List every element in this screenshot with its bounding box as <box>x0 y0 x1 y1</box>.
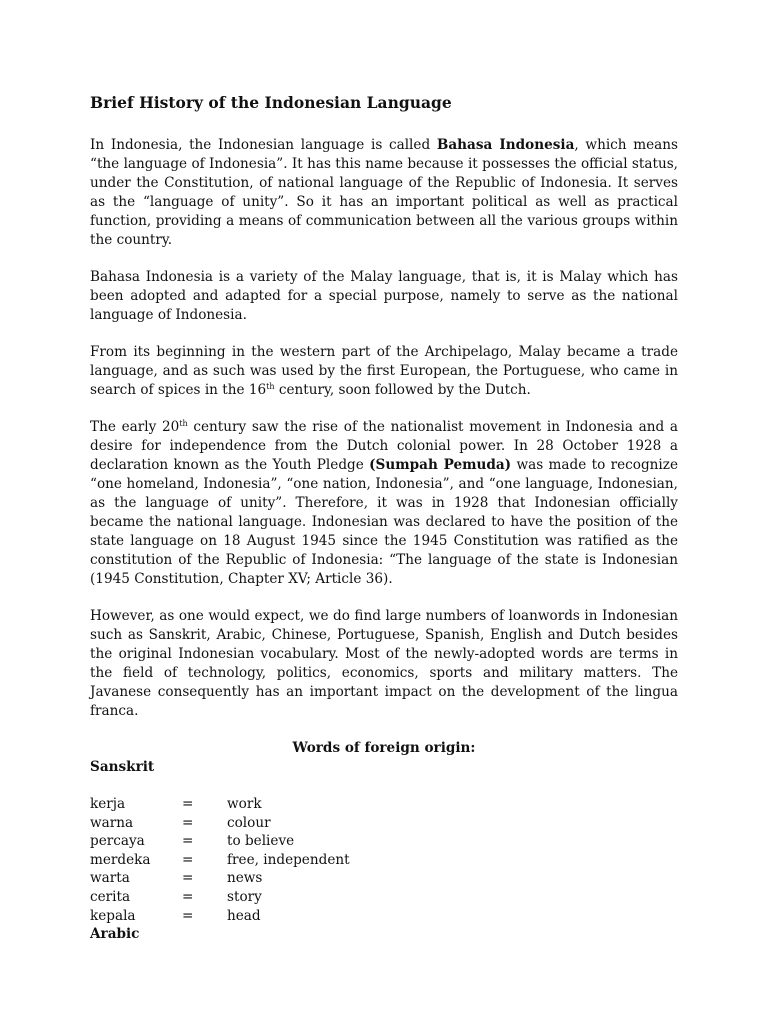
english-meaning: colour <box>227 814 271 831</box>
paragraph-2: Bahasa Indonesia is a variety of the Malay language, that is, it is Malay which has been adopted and adapted for a special purpose, namely to serve as the national language of Indonesia. <box>90 269 678 323</box>
english-meaning: free, independent <box>227 851 350 868</box>
word-row <box>90 851 678 870</box>
word-row <box>90 832 678 851</box>
indonesian-word: percaya <box>90 833 145 850</box>
equals-sign: = <box>182 814 194 831</box>
document-title: Brief History of the Indonesian Language <box>90 93 452 112</box>
paragraph-4-text-c: was made to recognize “one homeland, Indonesia”, “one nation, Indonesia”, and “one language, Indonesian, as the language of unity”. Therefore, it was in 1928 that Indonesian officially became the national language. Indonesian was declared to have the position of the state language on 18 August 1945 since the 1945 Constitution was ratified as the constitution of the Republic of Indonesia: “The language of the state is Indonesian (1945 Constitution, Chapter XV; Article 36). <box>90 457 678 587</box>
indonesian-word: warta <box>90 870 130 887</box>
equals-sign: = <box>182 888 194 905</box>
indonesian-word: warna <box>90 814 134 831</box>
sumpah-pemuda-bold: (Sumpah Pemuda) <box>369 457 512 473</box>
word-row <box>90 907 678 926</box>
paragraph-1-text-a: In Indonesia, the Indonesian language is called <box>90 137 437 153</box>
indonesian-word: kepala <box>90 907 136 924</box>
paragraph-3-text-a: From its beginning in the western part of the Archipelago, Malay became a trade language, and as such was used by the first European, the Portuguese, who came in search of spices in the 16 <box>90 344 678 398</box>
word-row <box>90 814 678 833</box>
word-row <box>90 888 678 907</box>
equals-sign: = <box>182 851 194 868</box>
word-row <box>90 795 678 814</box>
word-row <box>90 869 678 888</box>
indonesian-word: merdeka <box>90 851 151 868</box>
equals-sign: = <box>182 796 194 812</box>
paragraph-4 <box>90 418 678 589</box>
paragraph-3 <box>90 343 678 400</box>
english-meaning: news <box>227 870 263 887</box>
sanskrit-heading: Sanskrit <box>90 759 155 775</box>
english-meaning: story <box>227 888 262 905</box>
paragraph-4-text-a: The early 20 <box>90 419 180 435</box>
paragraph-5: However, as one would expect, we do find large numbers of loanwords in Indonesian such as Sanskrit, Arabic, Chinese, Portuguese, Spanish, English and Dutch besides the original Indonesian vocabulary. Most of the newly-adopted words are terms in the field of technology, politics, economics, sports and military matters. The Javanese consequently has an important impact on the development of the lingua franca. <box>90 608 678 719</box>
english-meaning: work <box>227 796 262 812</box>
arabic-heading: Arabic <box>90 926 140 943</box>
english-meaning: to believe <box>227 833 295 850</box>
ordinal-superscript: th <box>179 419 188 428</box>
paragraph-1 <box>90 136 678 250</box>
indonesian-word: cerita <box>90 888 131 905</box>
paragraph-3-text-b: century, soon followed by the Dutch. <box>274 382 531 398</box>
equals-sign: = <box>182 833 194 850</box>
sanskrit-word-list <box>90 795 678 925</box>
indonesian-word: kerja <box>90 796 126 812</box>
paragraph-4-text-b: century saw the rise of the nationalist movement in Indonesia and a desire for independence from the Dutch colonial power. In 28 October 1928 a declaration known as the Youth Pledge <box>90 419 678 473</box>
bahasa-indonesia-bold: Bahasa Indonesia <box>436 137 575 153</box>
document-page <box>90 92 678 944</box>
ordinal-superscript: th <box>266 382 275 391</box>
paragraph-1-text-c: , which means “the language of Indonesia”. It has this name because it possesses the official status, under the Constitution, of national language of the Republic of Indonesia. It serves as the “language of unity”. So it has an important political as well as practical function, providing a means of communication between all the various groups within the country. <box>90 137 679 248</box>
english-meaning: head <box>227 907 261 924</box>
equals-sign: = <box>182 870 194 887</box>
foreign-words-heading: Words of foreign origin: <box>292 740 476 756</box>
equals-sign: = <box>182 907 194 924</box>
